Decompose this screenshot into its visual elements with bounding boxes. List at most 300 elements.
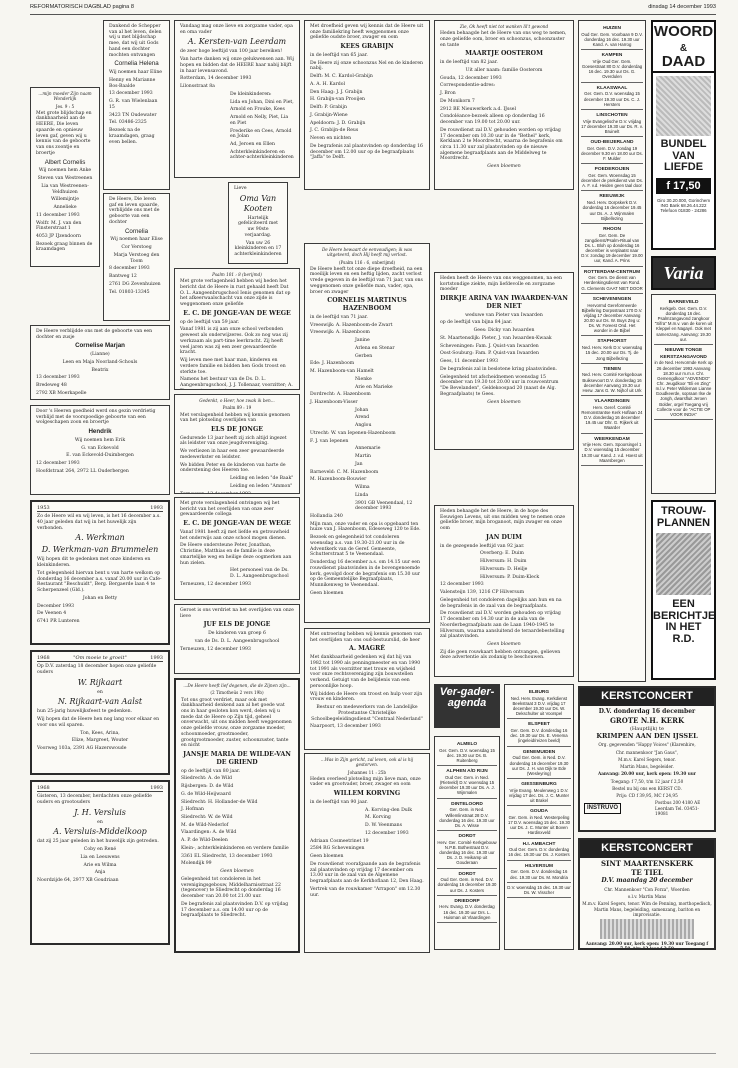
husband-name: W. Rijkaart <box>77 677 123 687</box>
text: Gedurende 13 jaar heeft zij zich altijd ingezet als leidster van onze jeugdvereniging. <box>180 435 287 447</box>
agenda-detail: Oud Ger. Gem. in Ned. (Rietveld) D.V. woensdag 15 december 19.30 uur Ds. A. J. Wijnmalen <box>439 774 495 796</box>
trouw-subtitle <box>653 599 714 645</box>
text: Leen en Maja Noorland-Schouls <box>62 359 138 365</box>
text: Donderdag 16 december a.s. om 14.15 uur een rouwdienst plaatsvinden in de bovengenoemde kerk, gevolgd door de begrafenis om 15.30 uur op de Gemeentelijke Begraafplaats, Munnikenweg te Veenendaal. <box>310 560 420 589</box>
text: 2584 RG Scheveningen <box>310 846 365 852</box>
text: De Monikorn 7 <box>440 98 475 104</box>
text: 3423 TN Oudewater <box>109 112 157 118</box>
text: Correspondentie-adres: <box>440 83 496 89</box>
text: 13 december 1993 <box>109 91 153 97</box>
agenda-item <box>437 739 497 766</box>
text: J. Grabijn-Wiene <box>310 112 348 118</box>
page-footer-rule <box>30 1053 716 1054</box>
text: weduwe van Pieter van Iwaarden <box>465 312 543 318</box>
text: Chr. Mannenkoor "Con Forza", Woerden <box>604 886 690 892</box>
price-tag: f 17,50 <box>656 178 711 194</box>
agenda-place: H.I. AMBACHT <box>522 841 556 847</box>
intro: Met droefheid geven wij kennis dat de Heere uit onze familiekring heeft weggenomen onze geliefde oudste broer, zwager en oom <box>310 24 424 41</box>
obituary-de-wilde <box>174 678 300 953</box>
text: Noordzijde 64, 2977 XB Goudriaan <box>37 878 119 884</box>
text: Overberg: E. Duim <box>480 551 524 557</box>
text: Vanaf 1981 is zij aan onze school verbonden geweest als onderwijzeres. Ook zo nog was zij werkzaam als part-time leerkracht. Zij heeft veel jaren was zij een zeer gewaardeerde kracht. <box>180 327 288 356</box>
text: Hartelijk gefeliciteerd met uw 90ste verjaardag. <box>238 215 278 238</box>
agenda-list-left <box>434 736 500 950</box>
year-start: 1953 <box>37 505 50 511</box>
text: Klein-, achterkleinkinderen en verdere familie <box>181 845 289 851</box>
text: 8 december 1993 <box>109 266 150 272</box>
service-item <box>581 110 643 137</box>
obituary-els-de-jonge-youth <box>174 394 300 494</box>
text: De begrafenis zal in beslotene kring plaatsvinden. <box>440 366 557 372</box>
paper-page-label: REFORMATORISCH DAGBLAD pagina 8 <box>30 4 134 10</box>
text: De rouwdienst zal D.V. worden gehouden op vrijdag 17 december om 14.30 uur in de aula van de Noorderbegraafplaats aan de Laan 1940-1945 te Hilversum, waarna aansluitend de teraardebestelling zal plaatsvinden. <box>440 611 565 640</box>
text: Namens het bestuur van de Ds. D. L. Aangeenbrugschool, J. J. Tollenaar, voorzitter; A. <box>180 377 293 389</box>
title-line: IN HET R.D. <box>665 621 702 645</box>
text: 3901 GB Veenendaal, 12 december 1993 <box>355 500 413 512</box>
agenda-detail: Ger. Gem. D.V. woensdag 15 dec. 19.30 uur Ds. B. Ruitenberg <box>439 747 495 764</box>
intro: Heden behaagde het de Heere van ons weg te nemen, onze geliefde oom, broer en schoonzus, schoonzuster en tante <box>440 31 567 48</box>
text: M.m.v. Karel Segers, tenor. <box>618 756 676 762</box>
text: Condoléance-bezoek alleen op donderdag 16 december van 19.00 tot 20.00 uur. <box>440 114 545 126</box>
text: op de leeftijd van 59 jaar. <box>180 319 240 325</box>
text: Bezoek na de kraamdagen, graag even bellen. <box>109 128 155 145</box>
obituary-de-jonge-school <box>174 268 300 390</box>
text: M.m.v. Karel Segers, tenor. Wim de Penning, morthopedisch, Martin Mans, begeleiding, samenzang, bariton en improvisatie. <box>582 901 712 917</box>
service-detail: Herv. Geref. Comité Remonstrantse Kerk Hoflaan 24 D.V. donderdag 16 december 19.45 uur Dhr. G. Rijkerk uit Waarder <box>581 404 643 431</box>
text: Bezoek en gelegenheid tot condoleren woensdag a.s. van 19.30-21.00 uur in de Adventkerk van de Geref. Gemeente, Schutterstraat 5 te Veenendaal. <box>310 535 405 558</box>
text: 13 december 1993 <box>36 375 80 381</box>
text: en <box>97 689 103 695</box>
agenda-item <box>437 831 497 869</box>
text: Bredeweg 48 <box>36 383 67 389</box>
child-name: Hendrik <box>88 428 112 436</box>
agenda-place: DINTELOORD <box>451 801 483 807</box>
text: Leiding en leden "de Baak" <box>230 476 294 482</box>
text: in de leeftijd van 90 jaar. <box>310 799 368 805</box>
text: Ede: J. Hazenboom <box>310 361 355 367</box>
text: Oost-Souburg: Fam. P. Quist-van Iwaarden <box>440 351 539 357</box>
text: Wij noemen haar Eline <box>109 70 162 76</box>
service-detail: Hervormd Gereformeerde Bijbelkring Dorpsstraat 170 D.V. vrijdag 17 december Aanvang 20.00 uur Ds. W. Buys Zeg u: Ds. W. Foreest Ond. Het wonder in de Bijbel <box>581 302 643 334</box>
intro: Met verslagenheid hebben wij kennis genomen van het plotseling overlijden van <box>180 412 291 424</box>
intro: Heden behaagde het de Heere, in de hope des Eeuwigen Levens, uit ons midden weg te nemen onze geliefde broer, mijn broganoot, mijn zwager en onze oom <box>440 509 566 532</box>
agenda-item <box>507 883 571 898</box>
text: Lida en Johan, Dini en Piet, <box>230 99 294 105</box>
service-item <box>581 164 643 191</box>
intro: Vandaag mag onze lieve en zorgzame vader, opa en oma vader <box>180 24 293 35</box>
text: 4053 JP IJzendoorn <box>36 233 81 239</box>
agenda-detail: Ger. Gem. D.V. donderdag 16 dec. 19.30 uur Ds. M. Mondria <box>510 869 568 880</box>
text: Wilma <box>355 485 370 491</box>
text: Gees: Dicky van Iwaarden <box>473 328 535 334</box>
notice-place: NIEUWE TONGE KERSTZANGAVOND <box>660 347 707 360</box>
agenda-item <box>507 839 571 861</box>
text: in de leeftijd van 65 jaar. <box>310 52 368 58</box>
text: Apeldoorn: J. D. Grabijn <box>310 120 366 126</box>
service-item <box>581 396 643 434</box>
agenda-detail: Vrije Evang. Meulenweg 1 D.V. vrijdag 17 dec. Ds. J. C. Munter uit Brakel <box>508 787 570 804</box>
text: Gouda, 12 december 1993 <box>440 75 502 81</box>
title-line: TROUW- <box>661 505 706 517</box>
agenda-detail: Oud Ger. Gem. D.V. donderdag 16 dec. 19.30 uur Ds. J. Kosters <box>508 847 570 858</box>
agenda-place: HILVERSUM <box>525 863 553 869</box>
text: A. Korving-den Dulk <box>365 807 412 813</box>
agenda-item <box>437 799 497 831</box>
text: De Heere zij onze schoonzus Nel en de kinderen nabij. <box>310 60 424 72</box>
text: Sliedrecht: W. de Wild <box>181 815 233 821</box>
text: Arnold en Frouke, Kees <box>230 107 285 113</box>
text: De kinderen van groep 6 <box>208 631 266 637</box>
bundel-title <box>653 139 714 174</box>
trouwplannen-ad <box>651 500 716 680</box>
year-end: 1993 <box>150 785 163 791</box>
intro: Zo de Heere wil en wij leven, is het 16 december a.s. 40 jaar geleden dat wij in het huwelijk zijn verbonden. <box>37 514 161 531</box>
church-services-list <box>578 20 646 682</box>
text: Anglou <box>355 423 372 429</box>
text: Van harte danken wij onze gelukwensen aan. Wij hopen en bidden dat de HEERE haar nabij blijft in haar levensavond. <box>180 57 295 74</box>
text: in de leeftijd van 82 jaar. <box>440 60 498 66</box>
service-place: STAPHORST <box>597 339 627 345</box>
concert-venue: TE TIEL <box>631 867 663 877</box>
obituary-van-iwaarden <box>434 272 574 450</box>
intro: Tot ons groot verdriet, maar ook met dankbaarheid denkend aan al het goede wat ons in haar gesloten kon werd, delen wij u mede dat de Heere op Zijn tijd, geheel onverwacht, uit ons midden heeft weggenomen onze geliefde vrouw, onze zorgzame moeder, schoonmoeder, grootmoeder, grootgrootmoeder, zuster, schoonzuster, tante en nicht <box>181 697 292 749</box>
varia-banner <box>651 256 716 290</box>
person-name: Oma Van Kooten <box>239 193 277 213</box>
text: Met dankbaarheid gedenken wij dat hij van 1982 tot 1990 als penningmeester en van 1990 tot 1991 als voorzitter met trouw en wijsheid voor onze rechtsvereniging zijn bouwstellen verkend. Getuigt van de belijdenis van een persoonlijke hoop. <box>310 655 421 689</box>
text: Molendijk 99 <box>181 861 212 867</box>
kerstconcert-krimpen <box>578 686 716 832</box>
intro: Dankend de Schepper van al het leven, delen wij u met blijdschap mee, dat wij uit Gods hand een dochter mochten ontvangen <box>109 24 162 58</box>
text: 2792 XB Moerkapelle <box>36 390 87 396</box>
text: Het personeel van de Ds. D. L. Aangeenbrugschool <box>230 568 289 580</box>
agenda-detail: Herv. Ger. Comité Kerkgebouw N.P.B. Bothestraat D.V. donderdag 16 dec. 19.30 uur Ds. J. D. Heikamp uit Gouderaan <box>437 839 497 866</box>
text: Arnold en Nelly, Piet, Lia en Piet <box>230 115 289 126</box>
text: in de gezegende leeftijd van 92 jaar. <box>440 543 525 549</box>
husband-name: J. H. Versluis <box>74 807 126 817</box>
service-place: RHOON <box>603 226 621 232</box>
birth-announcement-albert <box>30 87 100 267</box>
text: December 1993 <box>37 603 75 609</box>
deceased-name: E. C. DE JONGE-VAN DE WEGE <box>183 309 291 317</box>
child-name: Cornelia <box>124 227 149 235</box>
text: Wij hopen dit te gedenken met onze kinderen en kleinkinderen. <box>37 557 151 569</box>
church-photo <box>600 919 694 939</box>
service-detail: Ned. Herv. Comité Kerkgebouw Buiksevoort D.V. donderdag 16 december Aanvang 19.30 uur Herw. Jans G. W. Nijhof uit Urk <box>581 372 643 393</box>
text: Geen bloemen <box>220 869 254 875</box>
title-line: VAN <box>672 149 695 162</box>
child-name: Albert Cornelis <box>44 158 86 166</box>
text: Prijs: CD f 39,95, MC f 24,95 <box>616 793 678 799</box>
birthday-oma-van-kooten <box>228 182 288 264</box>
instruvo-row <box>580 800 714 816</box>
text: Dordrecht: A. Hazenboom <box>310 392 371 398</box>
obituary-oosterom <box>434 20 574 190</box>
quote-ref: (Psalm 116 : 6, onberijmd) <box>338 259 396 265</box>
text: M. Hazenboom-van Hamelt <box>310 369 374 375</box>
service-detail: Vrije Oud Ger. Gem. Goesestraat 80 D.V. donderdag 16 dec. 19.30 uur Ds. G. Overdulen <box>581 58 643 80</box>
agenda-place: ELBURG <box>528 690 550 695</box>
text: Geen bloemen <box>487 164 521 170</box>
text: in de leeftijd van 71 jaar. <box>310 314 368 320</box>
text: Wij hopen dat de Heere hen nog lang voor elkaar en voor ons wil sparen. <box>37 717 160 728</box>
text: Wij leven mee met haar man, kinderen en verdere familie en bidden hen Gods troost en sterkte toe. <box>180 358 286 375</box>
service-place: SCHEVENINGEN <box>592 296 632 302</box>
text: Linda <box>355 492 369 498</box>
text: Achterkleinkinderen en achter-achterkleinkinderen <box>230 149 294 161</box>
obituary-grabijn <box>304 20 430 190</box>
text: A. P. de Wild-Deelen <box>181 838 228 844</box>
text: de zeer hoge leeftijd van 100 jaar bereiken! <box>180 49 283 55</box>
text: Den Haag: J. J. Grabijn <box>310 89 363 95</box>
obituary-jan-duim <box>434 505 574 677</box>
text: Lia van Westreenen-Veldhuizen <box>41 183 89 195</box>
agenda-detail: Ger. Gem. D.V. donderdag 16 dec. 19.30 uur Ds. E. Venema (ingeleid/reizen beeld) <box>510 728 568 744</box>
text: Frederike en Cees, Arnold en Jolan <box>230 128 292 140</box>
year-bar <box>37 655 163 662</box>
agenda-item <box>507 747 571 779</box>
text: Tot gelegenheid hiervan bent u van harte welkom op donderdag 16 december a.s. vanaf 20.00 uur in Cafe-Restaurant "Beschuidt", Berg. Bergaerde laan 4 te Scherpenzeel (Gld.). <box>37 570 162 594</box>
text: M. Korving <box>365 815 391 821</box>
quote-ref: Johannes 11 : 25b <box>347 769 387 775</box>
giro-info: Giro 30.20.000, Gorinchem ING Bank 68.26.44.222 Telefoon 01830 - 24286 <box>657 197 710 213</box>
intro: Door 's Heeren goedheid werd ons gezin verdrietig verblijd met de voorspoedige geboorte van een wolgeschapen zoon en broertje <box>36 409 156 426</box>
quote: ...mijn moeder Zijn naam Wonderlijk <box>38 91 92 102</box>
intro: Heden heeft de Heere van ons weggenomen, na een kortstondige ziekte, mijn liefdevolle en zorgzame moeder <box>440 276 562 293</box>
text: Vlaardingen: A. de Wild <box>181 830 237 836</box>
text: Elize, Margreet, Wouter <box>71 738 129 744</box>
agenda-place: DORDT <box>458 871 476 877</box>
deceased-name: JANSJE MARIA DE WILDE-VAN DE GRIEND <box>183 751 291 766</box>
agenda-detail: Ger. Gem. in Ned. Willemlinstraat 28 D.V. donderdag 16 dec. 19.30 uur Ds. A. Wisse <box>439 807 495 828</box>
deceased-name: JAN DUIM <box>485 533 523 541</box>
varia-title: Varia <box>663 263 704 283</box>
text: Willemijntje <box>51 197 79 203</box>
text: We bidden Peter en de kinderen van harte de onderstening des Heeren toe. <box>180 462 286 474</box>
service-place: KLAASWAAL <box>596 85 628 91</box>
birth-announcement-cornelia-helena <box>103 20 170 190</box>
deceased-name: KEES GRABIJN <box>340 43 394 51</box>
text: op de leeftijd van bijna 84 jaar. <box>440 320 513 326</box>
intro: Met ontroering hebben wij kennis genomen van het overlijden van ons oud-bestuurslid, de heer <box>310 632 422 643</box>
text: Gelegenheid tot condoleren dagelijks aan hun en na de begrafenis in de zaal van de begraafplaats. <box>440 597 562 609</box>
title-line: BUNDEL <box>660 138 707 150</box>
quote: Gedenkt, o Heer, hoe zwak ik ben... <box>199 398 275 403</box>
kerstconcert-tiel <box>578 838 716 950</box>
text: Arend <box>355 415 370 421</box>
child-name: Cornelia Helena <box>114 60 159 68</box>
year-end: 1993 <box>150 655 163 661</box>
concert-notices <box>651 294 716 494</box>
quote: ...Was in Zijn gericht, zal leven, ook al is hij gestorven. <box>320 757 414 768</box>
text: Aanvang: 20.00 uur, kerk open: 19.30 uur <box>597 771 697 777</box>
agenda-place: ALMELO <box>456 742 478 747</box>
service-item <box>581 267 643 294</box>
text: A. A. H. Kardol <box>310 81 345 87</box>
service-place: LINSCHOTEN <box>596 112 628 118</box>
text: Utrecht: W. van Iepenen-Hazenboom <box>310 430 396 436</box>
text: Ad, Jeroen en Ellen <box>230 142 275 148</box>
text: Tel. 03486-2325 <box>109 120 147 126</box>
woord-en-daad-ad <box>651 20 716 250</box>
text: Wolfr. M. J. van den Finsterstraat 1 <box>36 220 82 232</box>
text: Coby en René <box>83 847 117 853</box>
concert-venue: (Hauptlijk) te <box>629 726 664 732</box>
vergaderagenda-title: Ver-gader-agenda <box>439 686 495 709</box>
service-item <box>581 83 643 110</box>
woord-en-daad-logo <box>653 22 714 73</box>
text: Steven van Westreenen <box>37 176 93 182</box>
paper-date: dinsdag 14 december 1993 <box>648 4 716 10</box>
service-detail: Ned. Herv. Kerk D.V. woensdag 15 dec. 20.00 uur Ds. Tj. de Jong Bijbellezing <box>581 345 643 361</box>
service-item <box>581 23 643 50</box>
text: Neven en nichten <box>310 136 352 142</box>
text: Van uw 26 kleinkinderen en 17 achterkleinkinderen <box>234 240 282 258</box>
agenda-item <box>507 861 571 883</box>
logo-word-bottom: DAAD <box>661 53 706 70</box>
text: Arie en Wilma <box>83 862 117 868</box>
agenda-item <box>507 806 571 838</box>
logo-amp: & <box>679 43 688 54</box>
text: o.l.v. Martin Mans <box>627 894 667 899</box>
text: De begrafenis zal plaatsvinden D.V. op vrijdag 17 december a.s. om 14.00 uur op de begraafplaats te Sliedrecht. <box>181 901 289 919</box>
text: G. R. van Wielenlaan 15 <box>109 99 158 110</box>
service-place: VLAARDINGEN <box>594 399 630 405</box>
text: Vreeswijk: A. Hazenboom-de Zwart <box>310 322 393 328</box>
deceased-name: E. C. DE JONGE-VAN DE WEGE <box>183 520 291 528</box>
person-name: A. Kersten-van Leerdam <box>187 37 287 47</box>
title-line: PLANNEN <box>656 516 711 529</box>
text: Vreeswijk: A. Hazenboom <box>310 330 370 336</box>
obituary-juf-els <box>174 604 300 674</box>
text: Org. gegevenden "Happy Voices" (Klarenhire, <box>598 742 696 748</box>
agenda-place: GOUDA <box>530 809 548 815</box>
text: H. Grabijn-van Prooijen <box>310 97 366 103</box>
service-detail: Vrije Evangelische D.V. vrijdag 17 december 19.30 uur Ds. R. v. Bruinelt <box>581 118 643 134</box>
concert-title: KERSTCONCERT <box>580 688 714 706</box>
title-line: LIEFDE <box>663 161 704 174</box>
text: en <box>97 819 103 825</box>
quote-ref: Jes. 9 : 5 <box>55 103 75 109</box>
text: dat zij 25 jaar geleden in het huwelijk zijn getreden. <box>37 839 159 845</box>
title-line: BERICHTJE <box>653 609 716 622</box>
text: Rijsbergen: D. de Wild <box>181 784 234 790</box>
anniversary-versluis <box>30 780 170 945</box>
birth-announcement-hendrik <box>30 405 170 495</box>
title-line: EEN <box>672 598 695 611</box>
intro: De Heere, Die leven gaf en leven spaarde, verblijdde ons met de geboorte van een dochter <box>109 197 160 225</box>
text: Hoofdstraat 264, 2972 LL Ouderbergen <box>36 468 129 474</box>
text: Rotterdam, 14 december 1993 <box>180 76 252 82</box>
year-start: 1968 <box>37 655 50 661</box>
service-place: KAMPEN <box>601 53 623 59</box>
agenda-list-right <box>504 684 574 950</box>
service-place: REEUWIJK <box>599 194 625 200</box>
instruvo-address: Postbus 200 4180 AE Leerdam Tel. 03451-19081 <box>655 800 701 816</box>
text: Delft: P. Grabijn <box>310 105 347 111</box>
text: Vertrek van de rouwkamer "Arrapon" om 12.30 uur. <box>310 886 421 898</box>
anniversary-rijkaart <box>30 650 170 775</box>
text: Hilversum: P. Duim-Kleck <box>480 574 540 580</box>
birth-announcement-cornelia <box>103 193 170 321</box>
text: Adriaan Cosmeetrinet 19 <box>310 838 369 844</box>
notice-item <box>654 297 713 345</box>
text: Geen bloemen <box>487 641 521 647</box>
agenda-item <box>437 896 497 923</box>
agenda-detail: D.V. woensdag 15 dec. 19.30 uur Ds. W. Visscher <box>507 884 571 895</box>
text: Wij noemen hem Erik <box>74 437 126 443</box>
intro: Op D.V. zaterdag 18 december hopen onze geliefde ouders <box>37 664 157 675</box>
text: Gelegenheid tot afscheidnemen woensdag 15 december van 19.30 tot 20.00 uur in rouwcentrum "De Bevelanden", Geldekoospad 20 (naast de Alg. Begraafplaats) te Gees. <box>440 374 559 397</box>
text: Martin Mans, begeleider. <box>620 764 674 770</box>
running-header <box>30 4 716 15</box>
obituary-hazenboom <box>304 243 430 623</box>
text: van de Ds. D. L. Aangeenbrugschool <box>194 638 280 644</box>
agenda-detail: Herv. Evang. D.V. donderdag 16 dec. 19.30 uur Drs. L. Huisman uit Vlaardingen <box>439 904 495 920</box>
service-place: WEERKENDAM <box>594 436 630 442</box>
text: Naarpoort, 13 december 1993 <box>310 724 381 730</box>
anniversary-werkman <box>30 500 170 645</box>
text: Cor Verstoeg <box>121 245 152 251</box>
text: D. W. Veenmans <box>365 823 402 829</box>
service-detail: Ger. Gem. De zangdienst/Psalm-Ritual van Ds. L. Bloh op donderdag 16 december is verplaatst naar D.V. zondag 19 december 19.00 uur, Kand. A. Prins <box>581 232 643 264</box>
text: Mijn man, onze vader en opa is opgebaard ten huize van J. Hazenboom, Edeseweg 120 te Ede. <box>310 521 421 533</box>
agenda-item <box>437 869 497 896</box>
agenda-item <box>507 779 571 806</box>
intro: De Heere verblijdde ons met de geboorte van een dochter en zusje <box>36 329 153 340</box>
text: Vanaf 1981 heeft zij met liefde en getrouwheid het onderwijs aan onze school mogen dienen. <box>180 529 290 541</box>
text: Gelegenheid tot condoleren in het verenigingsgebouw, Middelharnisstraat 22 (tegenover) te Sliedrecht op donderdag 16 december van 20.00 tot 21.00 uur. <box>181 876 281 900</box>
agenda-detail: Oud Ger. Gem. in Ned. D.V. donderdag 16 december 19.30 uur Ds. J. H. van Dijk te Ede (Wesleyring) <box>509 755 569 776</box>
service-item <box>581 294 643 337</box>
text: Janine <box>355 338 370 344</box>
text: Lilonsstraat 8a <box>180 84 215 90</box>
text: Lia en Leeuwens <box>80 854 120 860</box>
agenda-detail: Oud Ger. Gem. in Ned. D.V. donderdag 16 december 19.30 uur Ds. J. Kosters <box>437 877 497 893</box>
text: E. van Eckevold-Duimbergen <box>66 453 134 459</box>
text: Met grote blijdschap en dankbaarheid aan de HEERE, Die leven spaarde en opnieuw leven gaf, geven wij u kennis van de geboorte van ons zoontje en broertje <box>36 110 92 156</box>
intro: Lieve <box>234 186 247 191</box>
text: Uit aller naam: familie Oosterom <box>465 67 543 73</box>
text: Zij die geen rouwkaart hebben ontvangen, gelieven deze advertentie als zodanig te beschouwen. <box>440 649 561 661</box>
deceased-name: WILLEM KORVING <box>333 790 401 798</box>
notice-place: BARNEVELD <box>668 300 699 305</box>
text: De Heere ondersteune Peter, Jonathan, Christine, Matthias en de familie in deze smartelijke weg en heilige deze oogmerken aan hun zielen. <box>180 543 292 566</box>
wife-name: D. Werkman-van Brummelen <box>41 545 159 555</box>
agenda-item <box>437 766 497 798</box>
text: 2912 BE Nieuwerkerk a.d. IJssel <box>440 106 516 112</box>
text: Voorweg 103a, 2391 AG Hazerswoude <box>37 746 127 752</box>
service-item <box>581 336 643 363</box>
quote: "Om moeie te groeit" <box>73 655 127 661</box>
text: Bezoek graag binnen de kraamdagen <box>36 241 93 253</box>
service-place: ROTTERDAM-CENTRUM <box>583 269 641 275</box>
concert-date: D.V. donderdag 16 december <box>598 707 696 715</box>
text: Johan en Betty <box>82 595 118 601</box>
trouw-title <box>653 506 714 529</box>
intro: Met grote verlagenheid hebben wij heden het bericht dat de Heere in rust gehaald heeft Dat O. L. Aangeenbrugschool Ienis genomen dat op het afkeerwaalschacht van onze zijde is weggenomen onze geliefde <box>180 279 291 308</box>
text: J. Hazenboom-Visser <box>310 400 358 405</box>
agenda-place: ELSPEET <box>528 722 550 728</box>
obituary-korving <box>304 753 430 953</box>
year-bar <box>37 505 163 512</box>
quote: Zie, Ok heeft niet tot wanken lil't gewond <box>459 24 549 29</box>
text: 12 december 1993 <box>365 830 409 836</box>
agenda-item <box>507 687 571 719</box>
agenda-place: ALPHEN A/D RIJN <box>446 769 488 775</box>
service-detail: Ger. Gem. De dienst van Herdenkingsdienst van Rond. G. Clements GAAT NIET DOOR <box>581 275 643 291</box>
text: De rouwdienst voorafgaande aan de begrafenis zal plaatsvinden op vrijdag 17 december om 13.00 uur in de zaal van de Algemene begraafplaats aan de Kerkhoflaan 12, Den Haag. <box>310 861 424 885</box>
intro: Geroet is ons verdriet na het overlijden van onze lieve <box>180 608 294 619</box>
